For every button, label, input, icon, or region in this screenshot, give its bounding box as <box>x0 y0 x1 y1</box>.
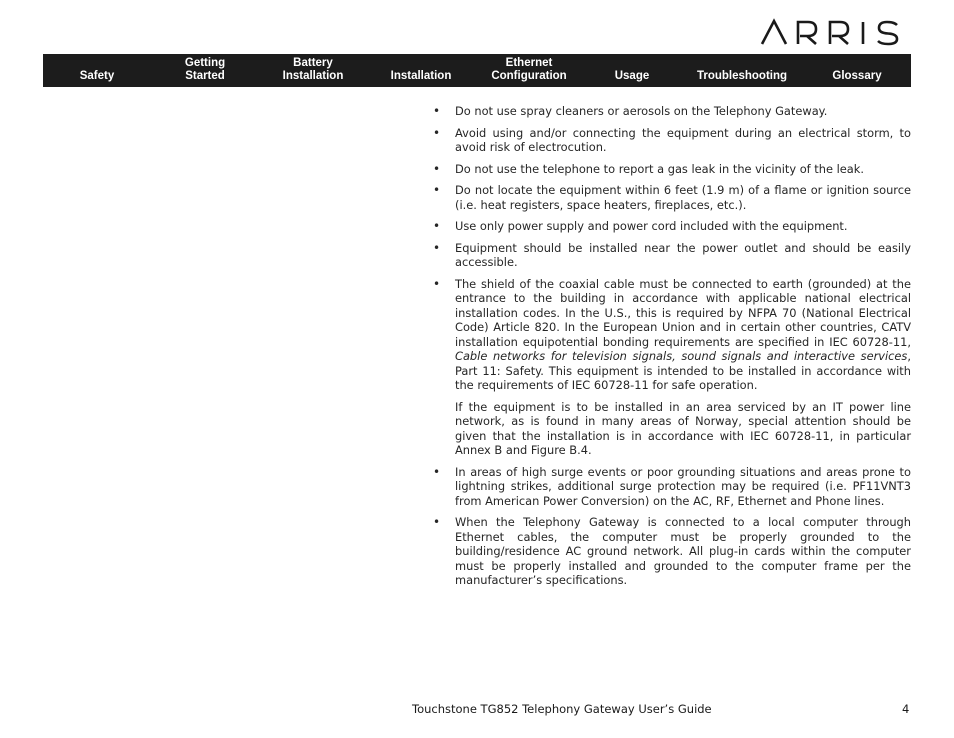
nav-tab-getting-started[interactable] <box>151 54 259 87</box>
section-navbar <box>43 54 911 87</box>
list-item: • In areas of high surge events or poor grounding situations and areas prone to lightning strikes, additional surge protection may be required (i.e. PF11VNT3 from American Power Conversion) on the AC, RF, Ethernet and Phone lines. <box>433 465 911 509</box>
nav-tab-label-line1: Battery <box>293 57 333 69</box>
safety-content <box>433 104 911 595</box>
nav-tab-usage[interactable] <box>583 54 681 87</box>
nav-tab-label-line2: Configuration <box>491 70 567 82</box>
list-item: • Use only power supply and power cord included with the equipment. <box>433 219 911 234</box>
nav-tab-label-line2: Installation <box>282 70 344 82</box>
coax-text-part1: The shield of the coaxial cable must be connected to earth (grounded) at the entrance to the building in accordance with applicable national electrical installation codes. In the U.S., this is required by NFPA 70 (National Electrical Code) Article 820. In the European Union and in certain other countries, CATV installation equipotential bonding requirements are specified in IEC 60728-11, <box>455 276 911 349</box>
safety-bullet-list <box>433 104 911 588</box>
nav-tab-label-line2: Installation <box>390 70 452 82</box>
it-power-network-paragraph: If the equipment is to be installed in an area serviced by an IT power line network, as is found in many areas of Norway, special attention should be given that the installation is in accordance with IEC 60728-11, in particular Annex B and Figure B.4. <box>455 399 911 457</box>
coax-standard-title: Cable networks for television signals, sound signals and interactive services <box>455 349 908 363</box>
list-item: • When the Telephony Gateway is connected to a local computer through Ethernet cables, the computer must be properly grounded to the building/residence AC ground network. All plug-in cards within the computer must be properly installed and grounded to the computer frame per the manufacturer’s specifications. <box>433 515 911 588</box>
list-item-coax-grounding <box>433 277 911 458</box>
arris-logo <box>760 18 912 46</box>
nav-tab-troubleshooting[interactable] <box>681 54 803 87</box>
list-item: • Do not locate the equipment within 6 feet (1.9 m) of a flame or ignition source (i.e. heat registers, space heaters, fireplaces, etc.). <box>433 183 911 212</box>
list-item: • Do not use spray cleaners or aerosols on the Telephony Gateway. <box>433 104 911 119</box>
nav-tab-installation[interactable] <box>367 54 475 87</box>
footer-document-title: Touchstone TG852 Telephony Gateway User’s Guide <box>412 702 712 716</box>
nav-tab-label-line2: Troubleshooting <box>696 70 788 82</box>
nav-tab-label-line2: Safety <box>79 70 115 82</box>
nav-tab-safety[interactable] <box>43 54 151 87</box>
list-item: • Do not use the telephone to report a gas leak in the vicinity of the leak. <box>433 162 911 177</box>
nav-tab-label-line2: Usage <box>614 70 650 82</box>
arris-logo-wordmark <box>760 18 912 46</box>
page-number: 4 <box>902 702 910 716</box>
nav-tab-label-line1: Ethernet <box>505 57 553 69</box>
nav-tab-ethernet-configuration[interactable] <box>475 54 583 87</box>
nav-tab-label-line2: Started <box>185 70 225 82</box>
coax-paragraph <box>455 277 911 393</box>
list-item: • Avoid using and/or connecting the equipment during an electrical storm, to avoid risk of electrocution. <box>433 126 911 155</box>
nav-tab-label-line2: Glossary <box>832 70 882 82</box>
coax-text-part2: , Part 11: Safety. This equipment is intended to be installed in accordance with the requirements of IEC 60728-11 for safe operation. <box>455 349 911 392</box>
nav-tab-label-line1: Getting <box>184 57 226 69</box>
list-item: • Equipment should be installed near the power outlet and should be easily accessible. <box>433 241 911 270</box>
nav-tab-glossary[interactable] <box>803 54 911 87</box>
nav-tab-battery-installation[interactable] <box>259 54 367 87</box>
